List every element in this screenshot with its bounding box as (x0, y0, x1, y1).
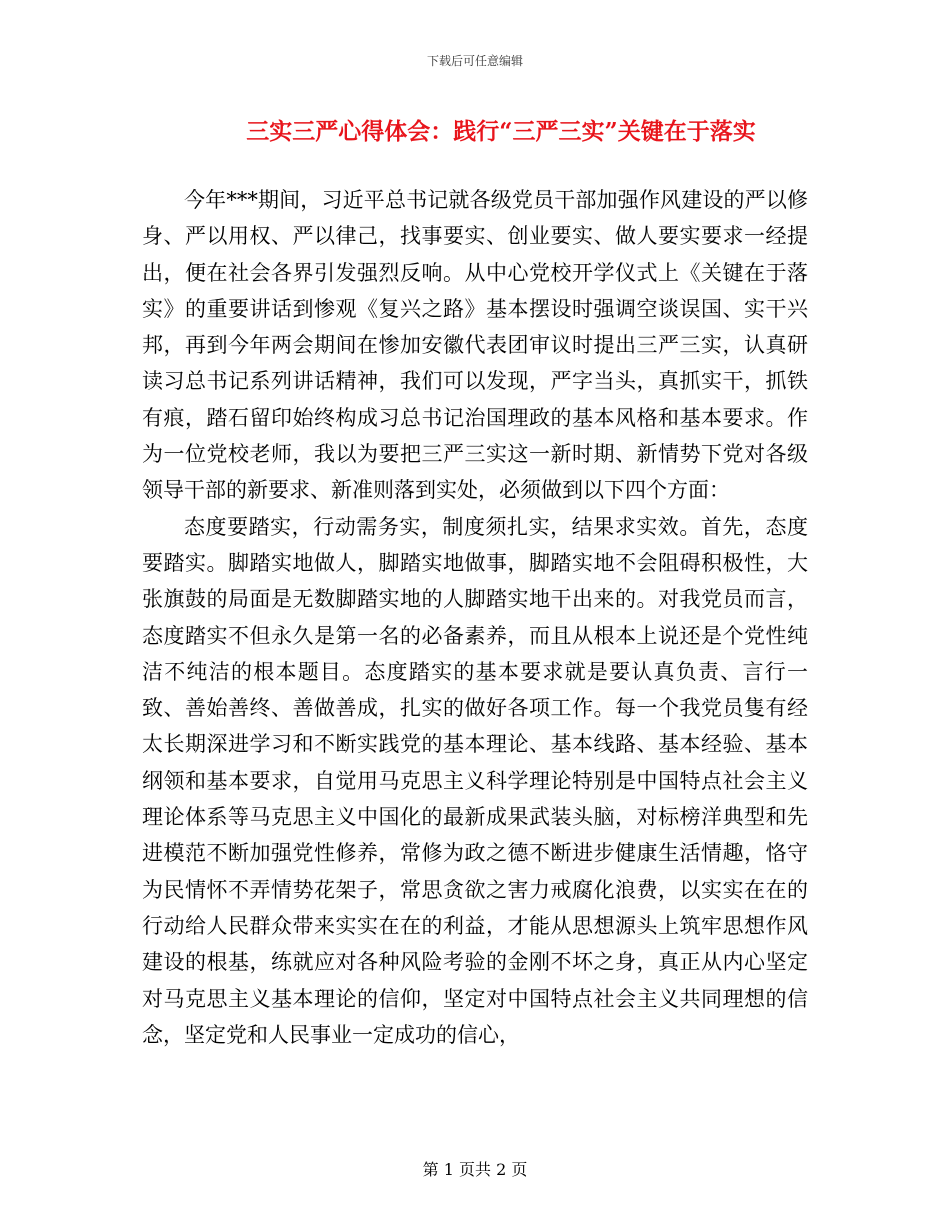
body-paragraph-2: 态度要踏实，行动需务实，制度须扎实，结果求实效。首先，态度要踏实。脚踏实地做人，脚踏实地做事，脚踏实地不会阻碍积极性，大张旗鼓的局面是无数脚踏实地的人脚踏实地干出来的。对我党员而言，态度踏实不但永久是第一名的必备素养，而且从根本上说还是个党性纯洁不纯洁的根本题目。态度踏实的基本要求就是要认真负责、言行一致、善始善终、善做善成，扎实的做好各项工作。每一个我党员隻有经太长期深进学习和不断实践党的基本理论、基本线路、基本经验、基本纲领和基本要求，自觉用马克思主义科学理论特别是中国特点社会主义理论体系等马克思主义中国化的最新成果武装头脑，对标榜洋典型和先进模范不断加强党性修养，常修为政之德不断进步健康生活情趣，恪守为民情怀不弄情势花架子，常思贪欲之害力戒腐化浪费，以实实在在的行动给人民群众带来实实在在的利益，才能从思想源头上筑牢思想作风建设的根基，练就应对各种风险考验的金刚不坏之身，真正从内心坚定对马克思主义基本理论的信仰，坚定对中国特点社会主义共同理想的信念，坚定党和人民事业一定成功的信心， (142, 514, 808, 1047)
page-header-note: 下载后可任意编辑 (426, 54, 523, 68)
document-body (142, 182, 808, 1053)
page-number: 第 1 页共 2 页 (422, 1160, 528, 1179)
body-paragraph-1: 今年***期间，习近平总书记就各级党员干部加强作风建设的严以修身、严以用权、严以律己，找事要实、创业要实、做人要实要求一经提出，便在社会各界引发强烈反响。从中心党校开学仪式上《关键在于落实》的重要讲话到惨观《复兴之路》基本摆设时强调空谈误国、实干兴邦，再到今年两会期间在惨加安徽代表团审议时提出三严三实，认真研读习总书记系列讲话精神，我们可以发现，严字当头，真抓实干，抓铁有痕，踏石留印始终构成习总书记治国理政的基本风格和基本要求。作为一位党校老师，我以为要把三严三实这一新时期、新情势下党对各级领导干部的新要求、新准则落到实处，必须做到以下四个方面： (142, 188, 808, 503)
document-title: 三实三严心得体会：践行“三严三实”关键在于落实 (246, 118, 756, 145)
